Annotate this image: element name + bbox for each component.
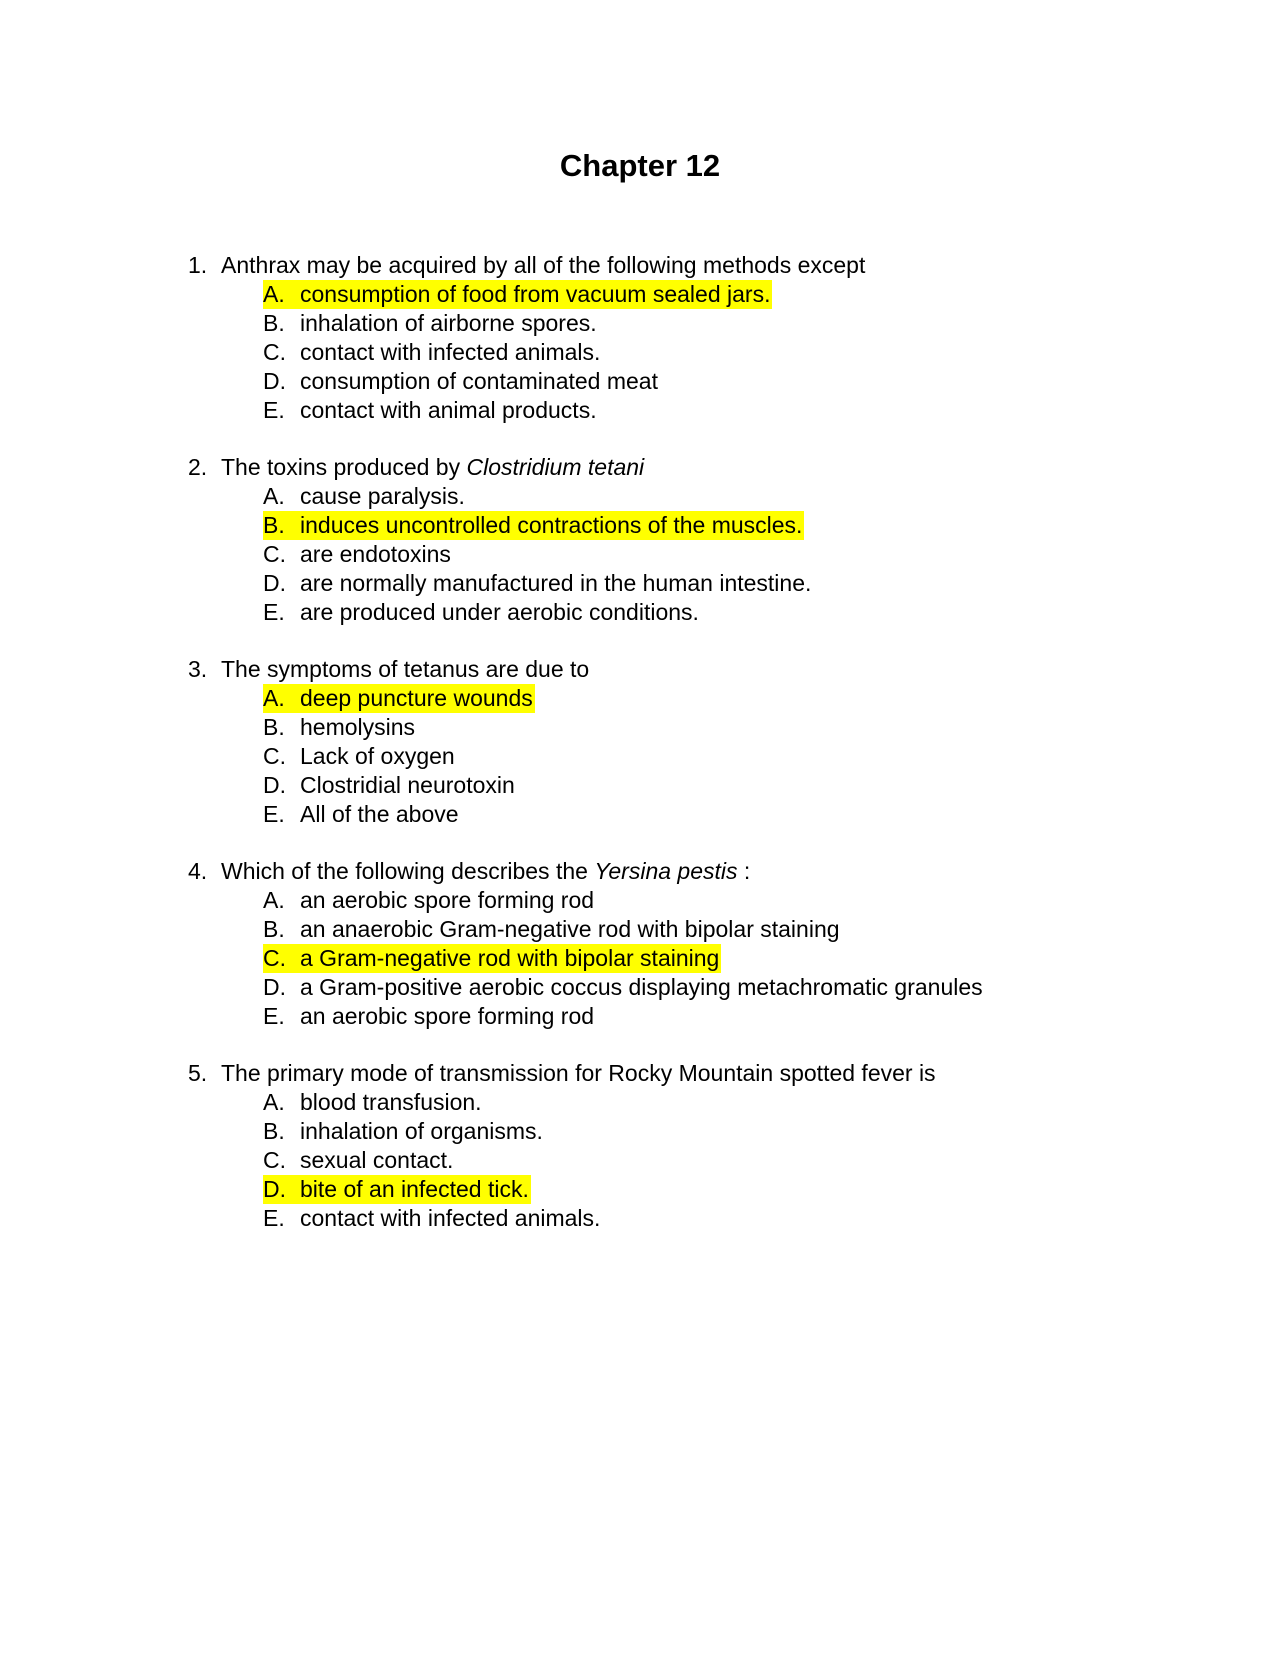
question-3 [188,655,1188,829]
option-content [263,915,842,944]
option-letter: B. [263,310,285,336]
answer-options [188,482,1188,627]
answer-option [263,1088,1188,1117]
option-letter: D. [263,368,286,394]
option-text: contact with animal products. [300,397,597,423]
option-content [263,482,467,511]
question-number: 1. [188,252,208,278]
option-text: contact with infected animals. [300,1205,601,1231]
question-stem [188,655,1188,684]
question-number: 5. [188,1060,208,1086]
option-text: are normally manufactured in the human intestine. [300,570,812,596]
question-5 [188,1059,1188,1233]
answer-option [263,482,1188,511]
option-letter: E. [263,599,285,625]
answer-option [263,598,1188,627]
option-letter: D. [263,1176,286,1202]
option-content [263,1002,596,1031]
option-text: induces uncontrolled contractions of the muscles. [300,512,803,538]
option-text: are endotoxins [300,541,451,567]
option-letter: D. [263,570,286,596]
option-content [263,1204,602,1233]
option-text: a Gram-positive aerobic coccus displaying metachromatic granules [300,974,983,1000]
answer-option-highlighted [263,280,1188,309]
question-organism-name: Clostridium tetani [466,454,645,480]
answer-option [263,338,1188,367]
answer-option [263,569,1188,598]
option-content [263,886,596,915]
option-text: contact with infected animals. [300,339,601,365]
option-letter: C. [263,945,286,971]
option-text: bite of an infected tick. [300,1176,529,1202]
question-text: Anthrax may be acquired by all of the following methods except [221,252,866,278]
option-letter: C. [263,339,286,365]
option-content [263,973,985,1002]
option-letter: E. [263,801,285,827]
option-text: consumption of food from vacuum sealed jars. [300,281,771,307]
answer-option [263,1146,1188,1175]
option-text: a Gram-negative rod with bipolar staining [300,945,720,971]
question-stem [188,453,1188,482]
option-letter: D. [263,772,286,798]
option-content [263,800,461,829]
option-letter: B. [263,512,285,538]
question-stem [188,1059,1188,1088]
answer-options [188,280,1188,425]
option-letter: A. [263,483,285,509]
option-text: inhalation of organisms. [300,1118,543,1144]
answer-option [263,1204,1188,1233]
answer-option-highlighted [263,944,1188,973]
question-list [188,251,1188,1261]
question-text: The symptoms of tetanus are due to [221,656,590,682]
answer-option [263,973,1188,1002]
option-content [263,771,517,800]
option-content [263,713,417,742]
option-letter: C. [263,743,286,769]
question-text: The toxins produced by [221,454,467,480]
option-text: deep puncture wounds [300,685,533,711]
option-content [263,309,599,338]
highlight-mark [263,1175,531,1204]
answer-option-highlighted [263,1175,1188,1204]
question-text-suffix: : [737,858,751,884]
option-content [263,367,660,396]
answer-option [263,396,1188,425]
option-letter: A. [263,887,285,913]
option-letter: E. [263,1003,285,1029]
option-content [263,569,813,598]
question-number: 3. [188,656,208,682]
option-letter: A. [263,685,285,711]
answer-option [263,886,1188,915]
question-text: Which of the following describes the [221,858,595,884]
question-2 [188,453,1188,627]
option-text: an anaerobic Gram-negative rod with bipolar staining [300,916,840,942]
answer-option [263,540,1188,569]
answer-option-highlighted [263,511,1188,540]
option-content [263,598,701,627]
option-text: sexual contact. [300,1147,454,1173]
option-content [263,1146,455,1175]
option-content [263,1117,545,1146]
option-content [263,540,453,569]
answer-option [263,800,1188,829]
question-stem [188,857,1188,886]
option-text: hemolysins [300,714,416,740]
option-letter: D. [263,974,286,1000]
highlight-mark [263,511,804,540]
option-text: are produced under aerobic conditions. [300,599,699,625]
answer-option [263,1002,1188,1031]
page-title: Chapter 12 [559,148,721,183]
answer-options [188,886,1188,1031]
option-letter: C. [263,1147,286,1173]
highlight-mark [263,280,772,309]
answer-option [263,771,1188,800]
answer-option [263,713,1188,742]
option-letter: A. [263,281,285,307]
answer-option [263,1117,1188,1146]
question-1 [188,251,1188,425]
option-letter: B. [263,916,285,942]
option-text: consumption of contaminated meat [300,368,658,394]
question-text: The primary mode of transmission for Rocky Mountain spotted fever is [221,1060,936,1086]
answer-options [188,1088,1188,1233]
option-content [263,1088,484,1117]
option-content [263,338,602,367]
option-content [263,742,457,771]
option-text: Lack of oxygen [300,743,455,769]
option-text: cause paralysis. [300,483,465,509]
question-number: 2. [188,454,208,480]
option-letter: A. [263,1089,285,1115]
answer-option-highlighted [263,684,1188,713]
answer-option [263,309,1188,338]
option-text: inhalation of airborne spores. [300,310,597,336]
answer-option [263,742,1188,771]
answer-option [263,367,1188,396]
answer-option [263,915,1188,944]
option-letter: B. [263,1118,285,1144]
option-letter: C. [263,541,286,567]
option-letter: B. [263,714,285,740]
option-text: blood transfusion. [300,1089,482,1115]
option-content [263,396,599,425]
answer-options [188,684,1188,829]
highlight-mark [263,684,535,713]
highlight-mark [263,944,721,973]
question-number: 4. [188,858,208,884]
option-text: Clostridial neurotoxin [300,772,515,798]
question-4 [188,857,1188,1031]
option-letter: E. [263,397,285,423]
question-stem [188,251,1188,280]
option-text: an aerobic spore forming rod [300,1003,595,1029]
option-text: All of the above [300,801,459,827]
option-text: an aerobic spore forming rod [300,887,595,913]
option-letter: E. [263,1205,285,1231]
question-organism-name: Yersina pestis [594,858,738,884]
